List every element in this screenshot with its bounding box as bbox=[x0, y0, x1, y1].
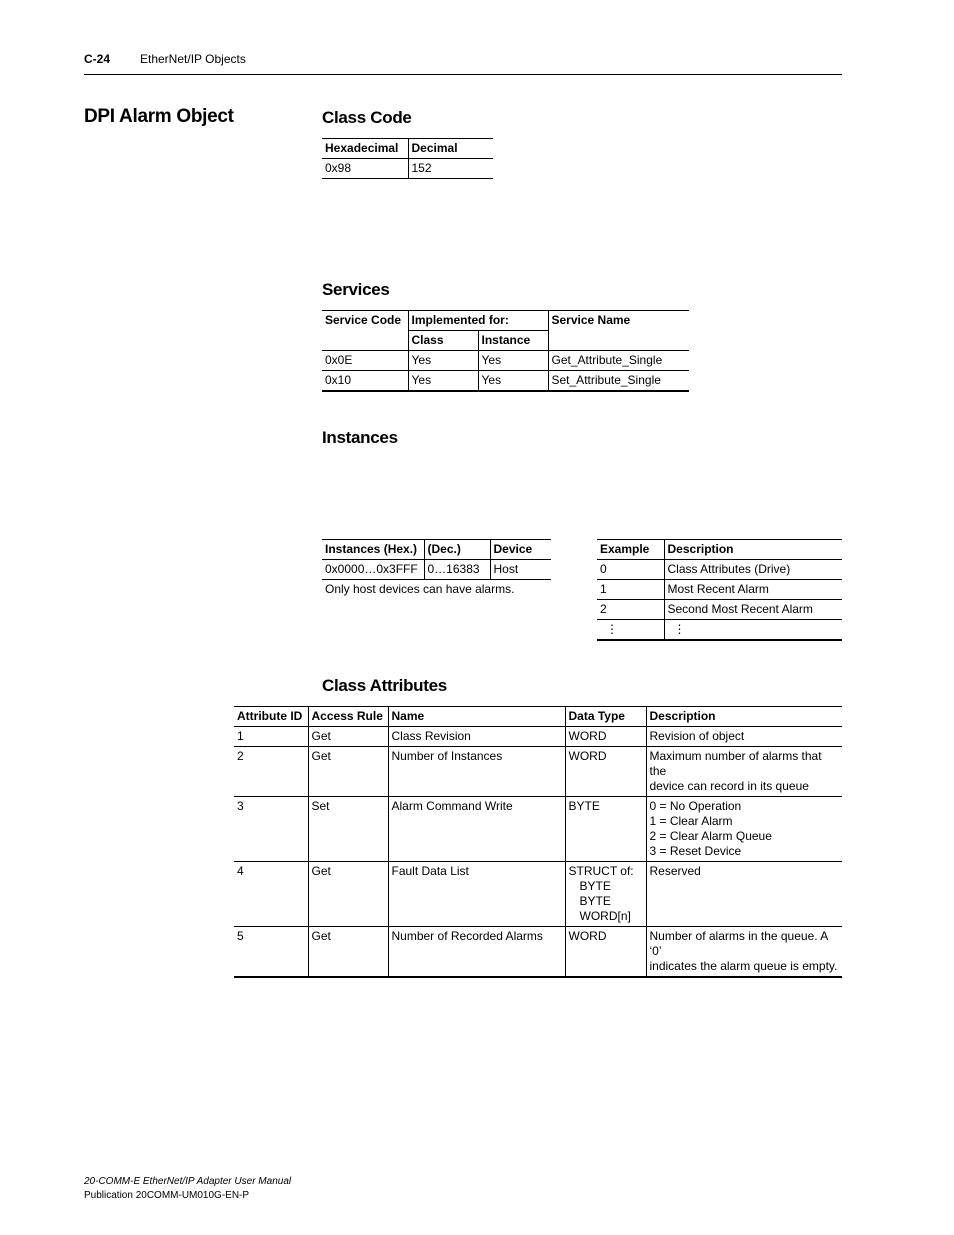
cell-line: WORD[n] bbox=[579, 909, 631, 923]
cell-line: BYTE bbox=[568, 799, 600, 813]
page-number: C-24 bbox=[84, 52, 111, 66]
cell-line: Number of alarms in the queue. A ‘0’ bbox=[649, 929, 828, 958]
cell-line: Maximum number of alarms that the bbox=[649, 749, 822, 778]
table-row bbox=[322, 159, 493, 179]
table-cell: 0x10 bbox=[322, 371, 408, 392]
data-type-cell bbox=[565, 747, 646, 797]
class-code-table bbox=[322, 138, 493, 179]
table-row bbox=[597, 560, 842, 580]
cell-line: 1 = Clear Alarm bbox=[649, 814, 733, 828]
table-cell: 0x0000…0x3FFF bbox=[322, 560, 424, 580]
cell-line: WORD bbox=[568, 929, 607, 943]
table-header-row bbox=[322, 540, 551, 560]
table-header-row bbox=[597, 540, 842, 560]
column-header: Attribute ID bbox=[234, 707, 308, 727]
instances-heading: Instances bbox=[322, 428, 398, 447]
class-attributes-table bbox=[234, 706, 842, 978]
table-cell: Get bbox=[308, 727, 388, 747]
column-header: Instance bbox=[478, 331, 548, 351]
table-cell: Get bbox=[308, 747, 388, 797]
class-code-heading: Class Code bbox=[322, 108, 412, 127]
data-type-cell bbox=[565, 862, 646, 927]
table-cell: 1 bbox=[597, 580, 664, 600]
section-title: EtherNet/IP Objects bbox=[140, 52, 246, 66]
data-type-cell bbox=[565, 927, 646, 978]
column-header: Instances (Hex.) bbox=[322, 540, 424, 560]
instance-examples-table bbox=[597, 539, 842, 641]
table-row bbox=[322, 351, 689, 371]
table-cell: Most Recent Alarm bbox=[664, 580, 842, 600]
table-row bbox=[234, 747, 842, 797]
table-header-row bbox=[322, 311, 689, 331]
table-cell: Set bbox=[308, 797, 388, 862]
footer-publication: Publication 20COMM-UM010G-EN-P bbox=[84, 1190, 250, 1201]
table-row bbox=[234, 927, 842, 978]
column-header: Service Code bbox=[322, 311, 408, 351]
table-cell: Host bbox=[490, 560, 551, 580]
footer-manual-title: 20-COMM-E EtherNet/IP Adapter User Manual bbox=[84, 1176, 292, 1187]
ellipsis-cell: ⋮ bbox=[597, 620, 664, 641]
ellipsis-cell: ⋮ bbox=[664, 620, 842, 641]
description-cell bbox=[646, 797, 842, 862]
services-table bbox=[322, 310, 689, 392]
column-header: Access Rule bbox=[308, 707, 388, 727]
cell-line: STRUCT of: bbox=[568, 864, 634, 878]
column-header: Implemented for: bbox=[408, 311, 548, 331]
column-header: Description bbox=[646, 707, 842, 727]
class-attributes-body bbox=[234, 727, 842, 978]
description-cell bbox=[646, 727, 842, 747]
table-cell: Get_Attribute_Single bbox=[548, 351, 689, 371]
table-header-row bbox=[322, 139, 493, 159]
table-cell: 0 bbox=[597, 560, 664, 580]
table-cell: 2 bbox=[234, 747, 308, 797]
table-cell: 2 bbox=[597, 600, 664, 620]
table-row bbox=[234, 797, 842, 862]
table-cell: Number of Instances bbox=[388, 747, 565, 797]
table-cell: 3 bbox=[234, 797, 308, 862]
table-cell: 0…16383 bbox=[424, 560, 490, 580]
column-header: Decimal bbox=[408, 139, 493, 159]
table-cell: Class Revision bbox=[388, 727, 565, 747]
table-cell: 5 bbox=[234, 927, 308, 978]
table-row bbox=[597, 600, 842, 620]
table-row bbox=[234, 727, 842, 747]
table-cell: Yes bbox=[408, 351, 478, 371]
cell-line: BYTE bbox=[579, 894, 611, 908]
header-divider bbox=[84, 74, 842, 75]
table-cell: 0x0E bbox=[322, 351, 408, 371]
cell-line: BYTE bbox=[579, 879, 611, 893]
table-cell: Fault Data List bbox=[388, 862, 565, 927]
table-row bbox=[322, 371, 689, 392]
table-cell: Yes bbox=[408, 371, 478, 392]
table-cell: Number of Recorded Alarms bbox=[388, 927, 565, 978]
cell-line: 2 = Clear Alarm Queue bbox=[649, 829, 772, 843]
table-cell: 4 bbox=[234, 862, 308, 927]
cell-line: device can record in its queue bbox=[649, 779, 809, 793]
table-cell: Get bbox=[308, 862, 388, 927]
table-cell: Set_Attribute_Single bbox=[548, 371, 689, 392]
table-cell: Get bbox=[308, 927, 388, 978]
table-cell: Yes bbox=[478, 371, 548, 392]
description-cell bbox=[646, 862, 842, 927]
table-cell: Class Attributes (Drive) bbox=[664, 560, 842, 580]
table-cell: 0x98 bbox=[322, 159, 408, 179]
cell-line: WORD bbox=[568, 749, 607, 763]
object-title: DPI Alarm Object bbox=[84, 106, 234, 127]
instances-table bbox=[322, 539, 551, 599]
cell-line: Reserved bbox=[649, 864, 701, 878]
description-cell bbox=[646, 747, 842, 797]
cell-line: Revision of object bbox=[649, 729, 745, 743]
table-header-row bbox=[234, 707, 842, 727]
column-header: Description bbox=[664, 540, 842, 560]
table-row bbox=[597, 620, 842, 641]
column-header: Example bbox=[597, 540, 664, 560]
instances-note: Only host devices can have alarms. bbox=[325, 582, 515, 596]
cell-line: WORD bbox=[568, 729, 607, 743]
column-header: Device bbox=[490, 540, 551, 560]
table-cell: 152 bbox=[408, 159, 493, 179]
cell-line: 3 = Reset Device bbox=[649, 844, 742, 858]
table-cell: Yes bbox=[478, 351, 548, 371]
table-row bbox=[597, 580, 842, 600]
column-header: Hexadecimal bbox=[322, 139, 408, 159]
table-row bbox=[234, 862, 842, 927]
column-header: Name bbox=[388, 707, 565, 727]
table-note-row bbox=[322, 580, 551, 600]
table-row bbox=[322, 560, 551, 580]
cell-line: indicates the alarm queue is empty. bbox=[649, 959, 838, 973]
column-header: Data Type bbox=[565, 707, 646, 727]
table-cell: Second Most Recent Alarm bbox=[664, 600, 842, 620]
column-header: (Dec.) bbox=[424, 540, 490, 560]
cell-line: 0 = No Operation bbox=[649, 799, 742, 813]
table-cell: Alarm Command Write bbox=[388, 797, 565, 862]
table-cell: 1 bbox=[234, 727, 308, 747]
description-cell bbox=[646, 927, 842, 978]
data-type-cell bbox=[565, 797, 646, 862]
column-header: Class bbox=[408, 331, 478, 351]
class-attributes-heading: Class Attributes bbox=[322, 676, 447, 695]
column-header: Service Name bbox=[548, 311, 689, 351]
services-heading: Services bbox=[322, 280, 390, 299]
data-type-cell bbox=[565, 727, 646, 747]
